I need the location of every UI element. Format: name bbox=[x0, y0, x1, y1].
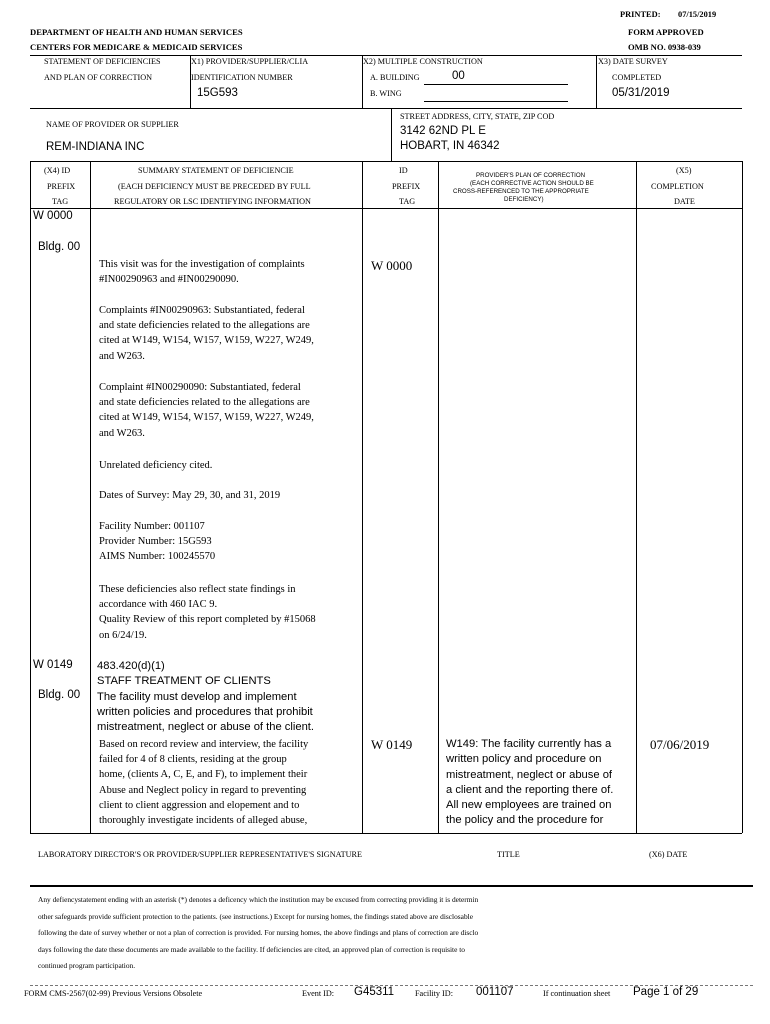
department-title: DEPARTMENT OF HEALTH AND HUMAN SERVICES bbox=[30, 27, 243, 37]
page-number: Page 1 of 29 bbox=[633, 986, 699, 998]
entry-1-building: Bldg. 00 bbox=[38, 241, 81, 253]
signature-label: LABORATORY DIRECTOR'S OR PROVIDER/SUPPLIER REPRESENTATIVE'S SIGNATURE bbox=[38, 850, 362, 859]
plan-header-3: CROSS-REFERENCED TO THE APPROPRIATE bbox=[453, 188, 589, 195]
rule-mid bbox=[30, 108, 742, 109]
rule-v3 bbox=[596, 55, 597, 108]
address-line-2: HOBART, IN 46342 bbox=[400, 140, 500, 152]
summary-header-3: REGULATORY OR LSC IDENTIFYING INFORMATION bbox=[114, 197, 311, 206]
printed-label: PRINTED: bbox=[620, 10, 661, 19]
wing-underline bbox=[424, 101, 568, 102]
building-label: A. BUILDING bbox=[370, 73, 420, 82]
col-x4 bbox=[90, 161, 91, 833]
name-label: NAME OF PROVIDER OR SUPPLIER bbox=[46, 120, 179, 129]
multiple-construction-label: X2) MULTIPLE CONSTRUCTION bbox=[363, 57, 483, 66]
disclaimer-text: Any defiencystatement ending with an asterisk (*) denotes a deficency which the institution may be excused from correcting providing it is determin other safeguards provide sufficient protection to the patients. (see instructions.) Except for nursing homes, the findings stated above are disclosable following the date of survey whether or not a plan of correction is provided. For nursing homes, the above findings and plans of correction are disclo days following the date these documents are made available to the facility. If deficiencies are cited, an approved plan of correction is requisite to continued program participation. bbox=[38, 895, 479, 971]
entry-1-survey-dates: Dates of Survey: May 29, 30, and 31, 2019 bbox=[99, 490, 281, 501]
address-line-1: 3142 62ND PL E bbox=[400, 125, 486, 137]
summary-header-2: (EACH DEFICIENCY MUST BE PRECEDED BY FULL bbox=[118, 182, 311, 191]
entry-1-complaint-1: Complaints #IN00290963: Substantiated, federal and state deficiencies related to the allegations are cited at W149, W154, W157, W159, W227, W249, and W263. bbox=[99, 305, 314, 362]
x4-header-1: (X4) ID bbox=[44, 166, 71, 175]
signature-date-label: (X6) DATE bbox=[649, 850, 688, 859]
centers-title: CENTERS FOR MEDICARE & MEDICAID SERVICES bbox=[30, 42, 243, 52]
x4-header-3: TAG bbox=[52, 197, 69, 206]
col-id bbox=[438, 161, 439, 833]
facility-id-label: Facility ID: bbox=[415, 989, 453, 998]
wing-label: B. WING bbox=[370, 89, 402, 98]
x5-header-3: DATE bbox=[674, 197, 695, 206]
entry-2-findings: Based on record review and interview, the facility failed for 4 of 8 clients, residing at the group home, (clients A, C, E, and F), to implement their Abuse and Neglect policy in regard to preventing client to client aggression and elopement and to thoroughly investigate incidents of alleged abuse, bbox=[99, 739, 309, 827]
col-left bbox=[30, 161, 31, 833]
entry-2-regulation: 483.420(d)(1) STAFF TREATMENT OF CLIENTS The facility must develop and implement written policies and procedures that prohibit mistreatment, neglect or abuse of the client. bbox=[97, 660, 315, 734]
entry-1-state-findings: These deficiencies also reflect state findings in accordance with 460 IAC 9. Quality Review of this report completed by #15068 on 6/24/19. bbox=[99, 584, 316, 641]
id-header-2: PREFIX bbox=[392, 182, 421, 191]
provider-label-2: IDENTIFICATION NUMBER bbox=[191, 73, 293, 82]
x5-header-1: (X5) bbox=[676, 166, 692, 175]
printed-date: 07/15/2019 bbox=[678, 10, 717, 19]
provider-label-1: X1) PROVIDER/SUPPLIER/CLIA bbox=[191, 57, 309, 66]
event-id-label: Event ID: bbox=[302, 989, 335, 998]
plan-header-2: (EACH CORRECTIVE ACTION SHOULD BE bbox=[470, 180, 594, 187]
statement-label-1: STATEMENT OF DEFICIENCIES bbox=[44, 57, 161, 66]
building-underline bbox=[424, 84, 568, 85]
form-number: FORM CMS-2567(02-99) Previous Versions Obsolete bbox=[24, 989, 203, 998]
entry-1-unrelated: Unrelated deficiency cited. bbox=[99, 460, 213, 471]
plan-header-4: DEFICIENCY) bbox=[504, 196, 544, 203]
signature-title-label: TITLE bbox=[497, 850, 520, 859]
entry-1-tag: W 0000 bbox=[33, 210, 73, 222]
facility-id-value: 001107 bbox=[476, 986, 514, 998]
survey-label-2: COMPLETED bbox=[612, 73, 662, 82]
col-right bbox=[742, 161, 743, 833]
entry-2-id-tag: W 0149 bbox=[371, 737, 413, 752]
entry-1-id-tag: W 0000 bbox=[371, 258, 413, 273]
statement-label-2: AND PLAN OF CORRECTION bbox=[44, 73, 153, 82]
entry-2-building: Bldg. 00 bbox=[38, 689, 81, 701]
rule-v4 bbox=[391, 108, 392, 161]
rule-body-bottom bbox=[30, 833, 742, 834]
summary-header-1: SUMMARY STATEMENT OF DEFICIENCIE bbox=[138, 166, 294, 175]
provider-id: 15G593 bbox=[197, 87, 238, 99]
survey-label-1: X3) DATE SURVEY bbox=[598, 57, 668, 66]
rule-signature bbox=[30, 885, 753, 887]
entry-1-intro: This visit was for the investigation of complaints #IN00290963 and #IN00290090. bbox=[99, 259, 305, 286]
event-id-value: G45311 bbox=[354, 986, 395, 998]
provider-name: REM-INDIANA INC bbox=[46, 141, 145, 153]
id-header-1: ID bbox=[399, 166, 408, 175]
col-plan bbox=[636, 161, 637, 833]
col-summary bbox=[362, 161, 363, 833]
omb-number: OMB NO. 0938-039 bbox=[628, 42, 701, 52]
building-value: 00 bbox=[452, 70, 465, 82]
entry-1-complaint-2: Complaint #IN00290090: Substantiated, federal and state deficiencies related to the allegations are cited at W149, W154, W157, W159, W227, W249, and W263. bbox=[99, 382, 314, 439]
entry-2-plan-of-correction: W149: The facility currently has a written policy and procedure on mistreatment, neglect or abuse of a client and the reporting there of. All new employees are trained on the policy and the procedure for bbox=[446, 738, 614, 827]
rule-top bbox=[30, 55, 742, 56]
entry-2-tag: W 0149 bbox=[33, 659, 73, 671]
plan-header-1: PROVIDER'S PLAN OF CORRECTION bbox=[476, 172, 586, 179]
survey-date: 05/31/2019 bbox=[612, 87, 670, 99]
entry-2-completion-date: 07/06/2019 bbox=[650, 737, 710, 752]
continuation-label: If continuation sheet bbox=[543, 989, 611, 998]
rule-col-bottom bbox=[30, 208, 742, 209]
address-label: STREET ADDRESS, CITY, STATE, ZIP COD bbox=[400, 112, 555, 121]
x4-header-2: PREFIX bbox=[47, 182, 76, 191]
id-header-3: TAG bbox=[399, 197, 416, 206]
entry-1-facility-info: Facility Number: 001107 Provider Number: 15G593 AIMS Number: 100245570 bbox=[99, 521, 216, 563]
x5-header-2: COMPLETION bbox=[651, 182, 704, 191]
form-approved: FORM APPROVED bbox=[628, 27, 704, 37]
